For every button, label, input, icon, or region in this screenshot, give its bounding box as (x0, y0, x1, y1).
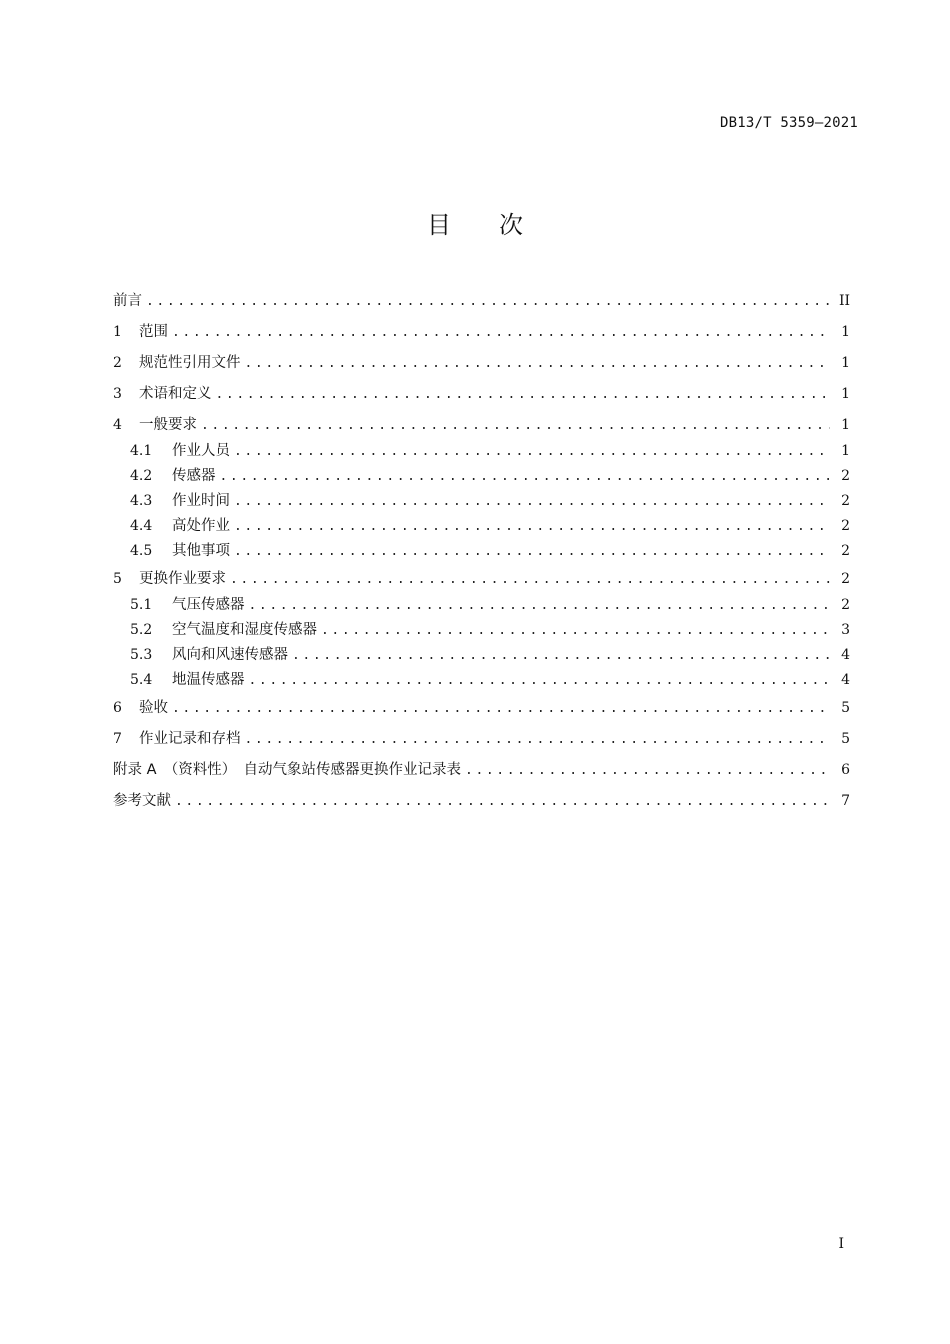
toc-entry-4-5[interactable] (113, 539, 850, 564)
toc-entry-number: 4.1 (130, 443, 153, 459)
toc-entry-page: 2 (841, 468, 850, 484)
toc-entry-label: 作业人员 (172, 443, 230, 459)
toc-entry-page: 1 (841, 355, 850, 371)
toc-entry-label: 传感器 (172, 468, 216, 484)
toc-entry-number: 5.2 (130, 622, 153, 638)
toc-entry-3[interactable] (113, 379, 850, 410)
toc-entry-page: 4 (841, 672, 850, 688)
toc-entry-label: 风向和风速传感器 (172, 647, 288, 663)
toc-entry-label: 地温传感器 (172, 672, 245, 688)
page-title (0, 205, 950, 240)
toc-entry-4[interactable] (113, 410, 850, 441)
toc-leader-dots (172, 317, 830, 348)
toc-entry-page: II (838, 293, 850, 309)
title-char-1: 目 (427, 211, 451, 239)
toc-entry-number: 4.3 (130, 493, 153, 509)
toc-entry-number: 1 (113, 324, 122, 340)
toc-leader-dots (175, 786, 830, 817)
toc-entry-number: 4 (113, 417, 122, 433)
toc-entry-page: 1 (841, 417, 850, 433)
toc-entry-number: 4.4 (130, 518, 153, 534)
toc-leader-dots (245, 348, 831, 379)
toc-leader-dots (234, 539, 830, 564)
toc-entry-number: 5.4 (130, 672, 153, 688)
title-char-2: 次 (499, 211, 523, 239)
toc-leader-dots (216, 379, 831, 410)
toc-entry-page: 2 (841, 543, 850, 559)
toc-entry-5-1[interactable] (113, 593, 850, 618)
toc-entry-4-4[interactable] (113, 514, 850, 539)
toc-leader-dots (249, 668, 831, 693)
toc-entry-label: 高处作业 (172, 518, 230, 534)
toc-entry-label: 附录 A （资料性） 自动气象站传感器更换作业记录表 (113, 762, 462, 778)
toc-leader-dots (201, 410, 830, 441)
toc-entry-number: 5 (113, 571, 122, 587)
toc-entry-page: 2 (841, 571, 850, 587)
toc-entry-label: 作业记录和存档 (139, 731, 241, 747)
toc-entry-page: 1 (841, 443, 850, 459)
toc-entry-page: 3 (841, 622, 850, 638)
toc-entry-number: 5.1 (130, 597, 153, 613)
toc-entry-5-2[interactable] (113, 618, 850, 643)
toc-entry-number: 3 (113, 386, 122, 402)
toc-leader-dots (321, 618, 830, 643)
toc-entry-number: 4.5 (130, 543, 153, 559)
toc-entry-label: 作业时间 (172, 493, 230, 509)
toc-leader-dots (172, 693, 830, 724)
toc-leader-dots (249, 593, 831, 618)
toc-leader-dots (230, 564, 830, 595)
toc-entry-label: 前言 (113, 293, 142, 309)
toc-entry-number: 7 (113, 731, 122, 747)
toc-entry-label: 参考文献 (113, 793, 171, 809)
toc-leader-dots (220, 464, 831, 489)
toc-entry-page: 2 (841, 597, 850, 613)
toc-leader-dots (234, 489, 830, 514)
toc-entry-number: 6 (113, 700, 122, 716)
toc-entry-label: 空气温度和湿度传感器 (172, 622, 317, 638)
toc-entry-label: 规范性引用文件 (139, 355, 241, 371)
toc-leader-dots (465, 755, 830, 786)
toc-entry-label: 气压传感器 (172, 597, 245, 613)
toc-entry-number: 4.2 (130, 468, 153, 484)
toc-entry-appendix-a[interactable] (113, 755, 850, 786)
toc-entry-label: 验收 (139, 700, 168, 716)
toc-entry-4-2[interactable] (113, 464, 850, 489)
toc-leader-dots (245, 724, 831, 755)
toc-entry-page: 4 (841, 647, 850, 663)
toc-entry-label: 更换作业要求 (139, 571, 226, 587)
toc-entry-page: 2 (841, 518, 850, 534)
toc-entry-2[interactable] (113, 348, 850, 379)
toc-entry-page: 5 (841, 731, 850, 747)
toc-entry-4-1[interactable] (113, 439, 850, 464)
toc-entry-5-3[interactable] (113, 643, 850, 668)
toc-entry-label: 一般要求 (139, 417, 197, 433)
toc-entry-4-3[interactable] (113, 489, 850, 514)
toc-entry-1[interactable] (113, 317, 850, 348)
toc-entry-6[interactable] (113, 693, 850, 724)
toc-entry-page: 5 (841, 700, 850, 716)
toc-entry-page: 2 (841, 493, 850, 509)
toc-leader-dots (146, 286, 830, 317)
document-code: DB13/T 5359—2021 (719, 115, 858, 131)
toc-entry-5-4[interactable] (113, 668, 850, 693)
page-number: I (838, 1236, 844, 1252)
toc-entry-label: 范围 (139, 324, 168, 340)
toc-leader-dots (234, 439, 830, 464)
toc-entry-page: 1 (841, 386, 850, 402)
toc-leader-dots (292, 643, 830, 668)
toc-entry-foreword[interactable] (113, 286, 850, 317)
toc-entry-page: 7 (841, 793, 850, 809)
toc-entry-label: 其他事项 (172, 543, 230, 559)
table-of-contents (113, 286, 850, 817)
toc-entry-page: 6 (841, 762, 850, 778)
toc-entry-label: 术语和定义 (139, 386, 212, 402)
toc-entry-number: 2 (113, 355, 122, 371)
toc-entry-page: 1 (841, 324, 850, 340)
toc-entry-5[interactable] (113, 564, 850, 595)
toc-leader-dots (234, 514, 830, 539)
toc-entry-7[interactable] (113, 724, 850, 755)
toc-entry-number: 5.3 (130, 647, 153, 663)
toc-entry-references[interactable] (113, 786, 850, 817)
